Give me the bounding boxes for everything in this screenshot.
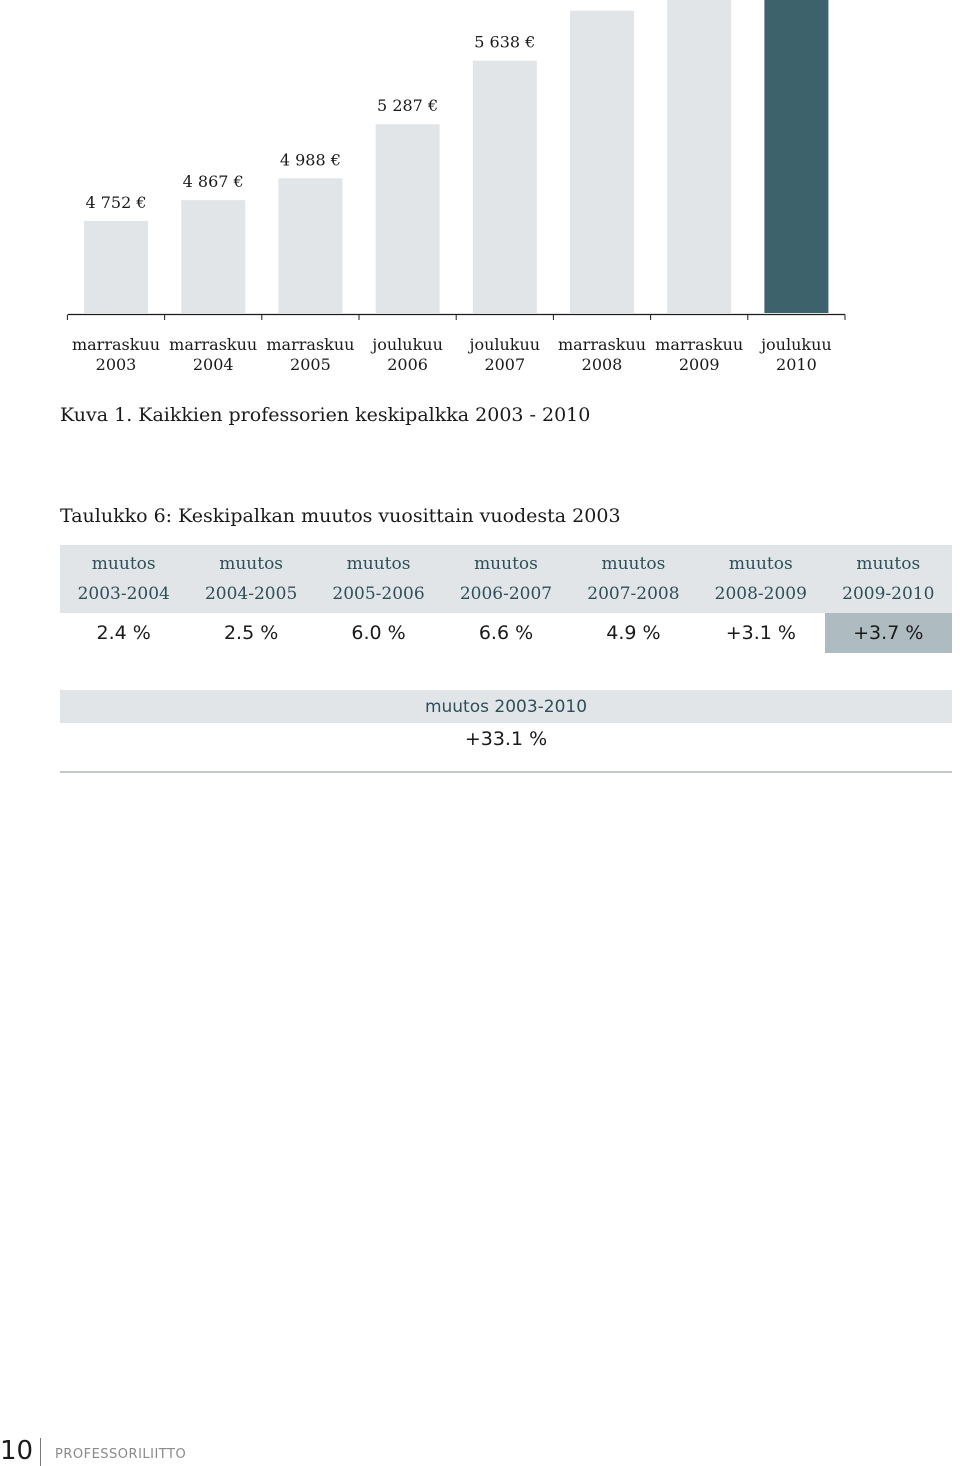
header-cell: muutos 2006-2007 — [442, 545, 569, 613]
value-cell-highlighted: +3.7 % — [825, 613, 952, 653]
bar — [764, 0, 828, 313]
divider — [40, 1438, 41, 1466]
value-cell: 6.0 % — [351, 622, 406, 644]
bar — [473, 61, 537, 313]
bar-value-label — [571, 0, 632, 2]
value-cell: 2.5 % — [223, 622, 279, 644]
header-cell: muutos 2005-2006 — [315, 545, 442, 613]
x-tick-label: marraskuu — [655, 335, 744, 354]
x-tick-label: 2006 — [387, 355, 428, 374]
x-tick-label: marraskuu — [169, 335, 258, 354]
x-tick-label: joulukuu — [761, 335, 832, 354]
total-change-value: +33.1 % — [464, 728, 548, 750]
x-tick-label: marraskuu — [557, 335, 647, 354]
x-tick-label: joulukuu — [469, 335, 541, 354]
bar — [376, 124, 440, 313]
x-tick-label: 2005 — [290, 355, 331, 374]
table-title: Taulukko 6: Keskipalkan muutos vuosittain vuodesta 2003 — [60, 505, 621, 527]
divider — [60, 771, 952, 773]
bar-value-label: 5 287 € — [377, 96, 439, 116]
publisher-name: PROFESSORILIITTO — [55, 1447, 187, 1462]
x-tick-label: 2004 — [192, 355, 234, 374]
x-tick-label: 2003 — [95, 355, 137, 374]
x-tick-label: 2010 — [776, 355, 817, 374]
value-cell: 6.6 % — [478, 622, 534, 644]
x-tick-label: marraskuu — [71, 335, 161, 354]
value-cell: 2.4 % — [96, 622, 151, 644]
header-cell: muutos 2007-2008 — [570, 545, 697, 613]
bar-value-label: 4 752 € — [85, 192, 147, 212]
bar — [84, 221, 148, 313]
figure-caption: Kuva 1. Kaikkien professorien keskipalkka 2003 - 2010 — [60, 404, 591, 426]
bar — [278, 178, 342, 313]
x-tick-label: marraskuu — [266, 335, 355, 354]
page-number: 10 — [0, 1436, 34, 1466]
value-cell: +3.1 % — [725, 622, 796, 644]
page-footer — [0, 1428, 300, 1466]
salary-bar-chart — [0, 0, 960, 380]
header-cell: muutos 2008-2009 — [697, 545, 824, 613]
bar-value-label: 5 638 € — [474, 32, 536, 52]
x-tick-label: 2009 — [678, 355, 720, 374]
header-cell: muutos 2003-2004 — [60, 545, 187, 613]
x-tick-label: joulukuu — [372, 335, 443, 354]
value-cell: 4.9 % — [606, 622, 661, 644]
bar-value-label: 4 988 € — [279, 150, 341, 170]
table-header-row — [60, 545, 952, 613]
bar — [570, 11, 634, 313]
change-table — [60, 545, 952, 653]
bar — [181, 200, 245, 313]
bar — [667, 0, 731, 313]
header-cell: muutos 2004-2005 — [187, 545, 314, 613]
bar-value-label: 4 867 € — [182, 172, 244, 192]
table-row — [60, 613, 952, 653]
x-tick-label: 2008 — [581, 355, 623, 374]
header-cell: muutos 2009-2010 — [825, 545, 952, 613]
x-tick-label: 2007 — [484, 355, 526, 374]
total-change-label: muutos 2003-2010 — [60, 690, 952, 723]
